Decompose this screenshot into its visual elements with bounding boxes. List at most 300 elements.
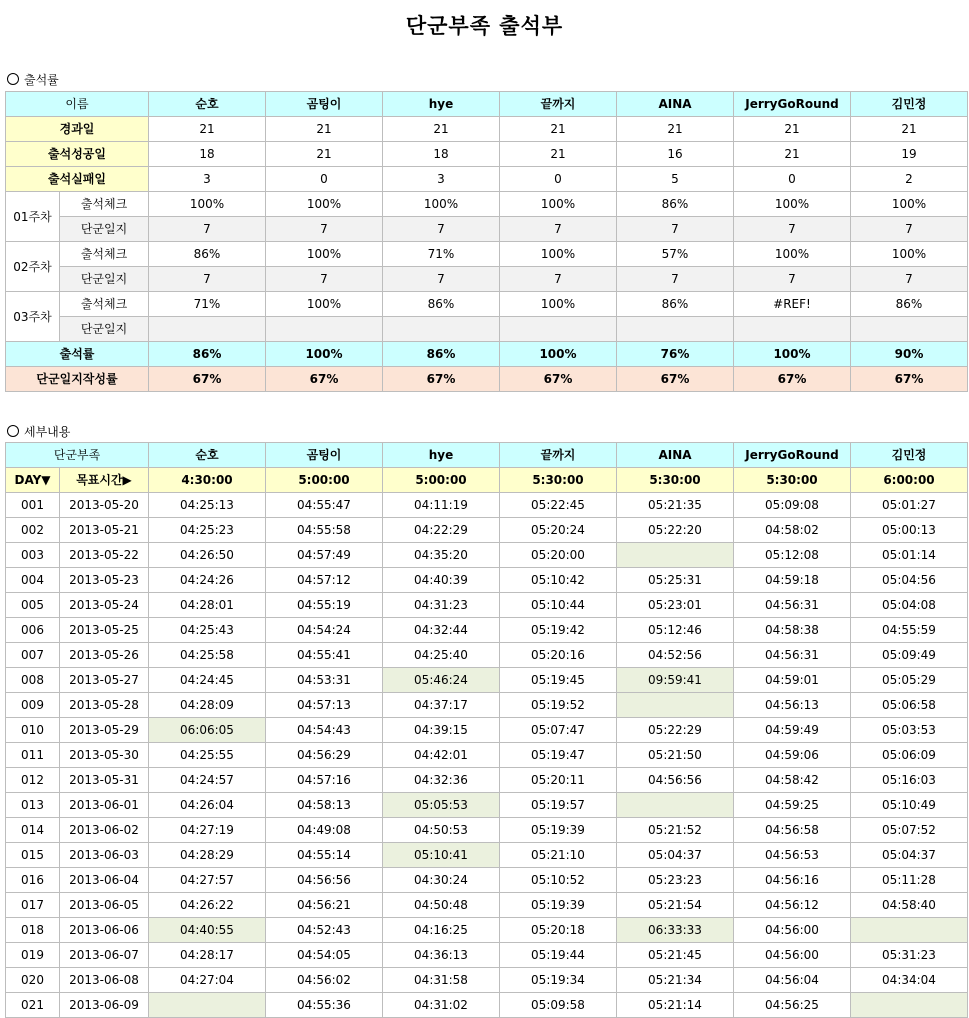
check-value: 71% <box>149 292 266 317</box>
date: 2013-05-21 <box>60 518 149 543</box>
attendance-time: 04:16:25 <box>383 918 500 943</box>
table-row <box>6 843 968 868</box>
diary-value: 7 <box>617 217 734 242</box>
date: 2013-05-28 <box>60 693 149 718</box>
rate-value: 86% <box>149 342 266 367</box>
table-row <box>6 993 968 1018</box>
success-value: 21 <box>500 142 617 167</box>
attendance-time: 04:58:02 <box>734 518 851 543</box>
attendance-time: 05:06:09 <box>851 743 968 768</box>
attendance-time: 04:50:48 <box>383 893 500 918</box>
table-row <box>6 693 968 718</box>
attendance-time <box>617 793 734 818</box>
check-value: 100% <box>266 192 383 217</box>
attendance-time: 04:55:47 <box>266 493 383 518</box>
attendance-time: 05:21:45 <box>617 943 734 968</box>
check-value: 100% <box>266 292 383 317</box>
diary-value <box>500 317 617 342</box>
attendance-time: 04:59:06 <box>734 743 851 768</box>
fail-row <box>6 167 968 192</box>
table-row <box>6 668 968 693</box>
date: 2013-06-04 <box>60 868 149 893</box>
elapsed-value: 21 <box>149 117 266 142</box>
date: 2013-05-27 <box>60 668 149 693</box>
week-label: 01주차 <box>6 192 60 242</box>
write_rate-value: 67% <box>617 367 734 392</box>
day-number: 014 <box>6 818 60 843</box>
date: 2013-05-22 <box>60 543 149 568</box>
member-header: 끝까지 <box>500 443 617 468</box>
attendance-time: 04:54:24 <box>266 618 383 643</box>
week-label: 03주차 <box>6 292 60 342</box>
elapsed-value: 21 <box>734 117 851 142</box>
detail-header-row <box>6 443 968 468</box>
attendance-time: 04:58:40 <box>851 893 968 918</box>
rate-value: 100% <box>734 342 851 367</box>
attendance-time: 04:56:31 <box>734 593 851 618</box>
attendance-time: 05:10:49 <box>851 793 968 818</box>
attendance-time: 04:56:00 <box>734 918 851 943</box>
success-value: 18 <box>149 142 266 167</box>
table-row <box>6 643 968 668</box>
diary-value: 7 <box>734 217 851 242</box>
target-time: 4:30:00 <box>149 468 266 493</box>
fail-value: 3 <box>383 167 500 192</box>
attendance-time: 04:59:49 <box>734 718 851 743</box>
attendance-time: 05:09:08 <box>734 493 851 518</box>
day-number: 001 <box>6 493 60 518</box>
attendance-time: 05:20:24 <box>500 518 617 543</box>
attendance-time: 04:59:25 <box>734 793 851 818</box>
target-time: 5:30:00 <box>617 468 734 493</box>
check-value: 100% <box>149 192 266 217</box>
write_rate-value: 67% <box>383 367 500 392</box>
table-row <box>6 768 968 793</box>
attendance-time: 04:37:17 <box>383 693 500 718</box>
attendance-time: 06:33:33 <box>617 918 734 943</box>
target-time: 5:00:00 <box>266 468 383 493</box>
diary-value <box>851 317 968 342</box>
attendance-time: 05:19:47 <box>500 743 617 768</box>
day-number: 015 <box>6 843 60 868</box>
diary-label: 단군일지 <box>60 317 149 342</box>
table-row <box>6 493 968 518</box>
member-header: JerryGoRound <box>734 443 851 468</box>
write_rate-value: 67% <box>500 367 617 392</box>
check-value: 100% <box>734 242 851 267</box>
rate-row <box>6 342 968 367</box>
week-check-row <box>6 242 968 267</box>
member-header: hye <box>383 92 500 117</box>
date: 2013-05-20 <box>60 493 149 518</box>
attendance-time: 04:58:38 <box>734 618 851 643</box>
attendance-time: 05:22:20 <box>617 518 734 543</box>
attendance-time: 04:52:56 <box>617 643 734 668</box>
check-value: 100% <box>851 192 968 217</box>
attendance-time: 04:56:25 <box>734 993 851 1018</box>
attendance-time: 09:59:41 <box>617 668 734 693</box>
detail-section-title <box>7 423 70 440</box>
table-row <box>6 943 968 968</box>
attendance-time: 04:25:55 <box>149 743 266 768</box>
date: 2013-06-07 <box>60 943 149 968</box>
summary-table <box>5 91 968 392</box>
write_rate-label: 단군일지작성률 <box>6 367 149 392</box>
table-row <box>6 743 968 768</box>
date: 2013-05-26 <box>60 643 149 668</box>
check-label: 출석체크 <box>60 242 149 267</box>
diary-value: 7 <box>734 267 851 292</box>
day-number: 011 <box>6 743 60 768</box>
attendance-time: 06:06:05 <box>149 718 266 743</box>
success-value: 21 <box>266 142 383 167</box>
attendance-time: 04:30:24 <box>383 868 500 893</box>
member-header: 순호 <box>149 92 266 117</box>
attendance-time: 05:19:44 <box>500 943 617 968</box>
attendance-time: 04:26:50 <box>149 543 266 568</box>
write_rate-row <box>6 367 968 392</box>
attendance-time: 04:57:49 <box>266 543 383 568</box>
day-number: 004 <box>6 568 60 593</box>
attendance-time: 04:34:04 <box>851 968 968 993</box>
attendance-time: 05:10:44 <box>500 593 617 618</box>
target-time: 6:00:00 <box>851 468 968 493</box>
day-number: 010 <box>6 718 60 743</box>
attendance-time: 04:26:04 <box>149 793 266 818</box>
date: 2013-06-09 <box>60 993 149 1018</box>
attendance-time: 04:56:12 <box>734 893 851 918</box>
check-value: 86% <box>383 292 500 317</box>
member-header: JerryGoRound <box>734 92 851 117</box>
day-number: 007 <box>6 643 60 668</box>
elapsed-value: 21 <box>500 117 617 142</box>
attendance-time: 04:28:29 <box>149 843 266 868</box>
attendance-time: 04:27:19 <box>149 818 266 843</box>
summary-section-title <box>7 71 59 88</box>
attendance-time: 05:21:50 <box>617 743 734 768</box>
check-value: #REF! <box>734 292 851 317</box>
week-diary-row <box>6 317 968 342</box>
diary-value: 7 <box>149 217 266 242</box>
name-header: 이름 <box>6 92 149 117</box>
attendance-time: 05:20:16 <box>500 643 617 668</box>
attendance-time: 04:40:55 <box>149 918 266 943</box>
attendance-time: 04:56:53 <box>734 843 851 868</box>
diary-value <box>383 317 500 342</box>
diary-value: 7 <box>149 267 266 292</box>
attendance-time: 05:01:14 <box>851 543 968 568</box>
attendance-time: 04:31:58 <box>383 968 500 993</box>
attendance-time: 05:21:14 <box>617 993 734 1018</box>
attendance-time: 04:56:58 <box>734 818 851 843</box>
day-number: 013 <box>6 793 60 818</box>
attendance-time: 04:56:31 <box>734 643 851 668</box>
elapsed-value: 21 <box>383 117 500 142</box>
attendance-time: 04:24:57 <box>149 768 266 793</box>
attendance-time <box>617 693 734 718</box>
attendance-time: 05:19:45 <box>500 668 617 693</box>
attendance-time: 04:28:01 <box>149 593 266 618</box>
date: 2013-06-01 <box>60 793 149 818</box>
fail-value: 2 <box>851 167 968 192</box>
attendance-time: 05:19:42 <box>500 618 617 643</box>
check-value: 100% <box>851 242 968 267</box>
diary-value: 7 <box>500 267 617 292</box>
date: 2013-05-24 <box>60 593 149 618</box>
attendance-time: 05:25:31 <box>617 568 734 593</box>
diary-value: 7 <box>383 217 500 242</box>
attendance-time: 04:56:16 <box>734 868 851 893</box>
diary-value: 7 <box>266 217 383 242</box>
day-number: 002 <box>6 518 60 543</box>
check-value: 57% <box>617 242 734 267</box>
diary-value: 7 <box>266 267 383 292</box>
member-header: 곰팅이 <box>266 443 383 468</box>
week-check-row <box>6 192 968 217</box>
elapsed-value: 21 <box>266 117 383 142</box>
table-row <box>6 818 968 843</box>
rate-value: 86% <box>383 342 500 367</box>
write_rate-value: 67% <box>266 367 383 392</box>
day-header: DAY▼ <box>6 468 60 493</box>
attendance-time: 04:39:15 <box>383 718 500 743</box>
attendance-time: 04:25:23 <box>149 518 266 543</box>
attendance-time: 04:58:42 <box>734 768 851 793</box>
attendance-time: 05:20:18 <box>500 918 617 943</box>
member-header: 김민정 <box>851 443 968 468</box>
day-number: 018 <box>6 918 60 943</box>
attendance-time: 04:55:59 <box>851 618 968 643</box>
attendance-time: 04:56:02 <box>266 968 383 993</box>
target-time: 5:00:00 <box>383 468 500 493</box>
attendance-time: 04:55:36 <box>266 993 383 1018</box>
attendance-time: 04:55:41 <box>266 643 383 668</box>
check-value: 86% <box>851 292 968 317</box>
check-value: 86% <box>149 242 266 267</box>
attendance-time: 04:27:57 <box>149 868 266 893</box>
attendance-time: 04:28:17 <box>149 943 266 968</box>
target-time: 5:30:00 <box>734 468 851 493</box>
date: 2013-06-08 <box>60 968 149 993</box>
day-number: 017 <box>6 893 60 918</box>
fail-label: 출석실패일 <box>6 167 149 192</box>
diary-value <box>734 317 851 342</box>
target-time: 5:30:00 <box>500 468 617 493</box>
attendance-time: 04:40:39 <box>383 568 500 593</box>
attendance-time: 04:25:13 <box>149 493 266 518</box>
attendance-time: 05:23:01 <box>617 593 734 618</box>
detail-table <box>5 442 968 1018</box>
attendance-time: 05:10:41 <box>383 843 500 868</box>
attendance-time: 05:19:39 <box>500 893 617 918</box>
attendance-time: 04:32:36 <box>383 768 500 793</box>
date: 2013-06-03 <box>60 843 149 868</box>
attendance-time: 05:21:54 <box>617 893 734 918</box>
table-row <box>6 893 968 918</box>
attendance-time: 05:05:53 <box>383 793 500 818</box>
day-number: 005 <box>6 593 60 618</box>
date: 2013-05-31 <box>60 768 149 793</box>
diary-value: 7 <box>500 217 617 242</box>
attendance-time: 04:36:13 <box>383 943 500 968</box>
attendance-time: 05:00:13 <box>851 518 968 543</box>
attendance-time: 05:07:47 <box>500 718 617 743</box>
attendance-time: 04:28:09 <box>149 693 266 718</box>
attendance-time: 04:57:12 <box>266 568 383 593</box>
attendance-time: 05:19:57 <box>500 793 617 818</box>
date: 2013-05-29 <box>60 718 149 743</box>
attendance-time: 05:04:37 <box>851 843 968 868</box>
attendance-time: 04:57:16 <box>266 768 383 793</box>
attendance-time: 05:22:45 <box>500 493 617 518</box>
attendance-time: 04:56:00 <box>734 943 851 968</box>
fail-value: 3 <box>149 167 266 192</box>
success-label: 출석성공일 <box>6 142 149 167</box>
week-diary-row <box>6 217 968 242</box>
attendance-time <box>617 543 734 568</box>
attendance-time <box>851 993 968 1018</box>
table-row <box>6 618 968 643</box>
check-value: 100% <box>500 292 617 317</box>
member-header: 곰팅이 <box>266 92 383 117</box>
success-value: 16 <box>617 142 734 167</box>
check-value: 100% <box>500 192 617 217</box>
attendance-time: 05:10:52 <box>500 868 617 893</box>
attendance-time: 04:49:08 <box>266 818 383 843</box>
attendance-time: 04:55:14 <box>266 843 383 868</box>
day-number: 008 <box>6 668 60 693</box>
attendance-time: 05:19:39 <box>500 818 617 843</box>
member-header: 순호 <box>149 443 266 468</box>
fail-value: 0 <box>266 167 383 192</box>
attendance-time: 04:59:01 <box>734 668 851 693</box>
table-row <box>6 968 968 993</box>
rate-value: 100% <box>500 342 617 367</box>
write_rate-value: 67% <box>851 367 968 392</box>
attendance-time: 05:21:35 <box>617 493 734 518</box>
attendance-time: 05:04:56 <box>851 568 968 593</box>
attendance-time: 05:22:29 <box>617 718 734 743</box>
attendance-time: 04:58:13 <box>266 793 383 818</box>
success-value: 19 <box>851 142 968 167</box>
summary-header-row <box>6 92 968 117</box>
page-title: 단군부족 출석부 <box>405 14 564 38</box>
success-row <box>6 142 968 167</box>
week-diary-row <box>6 267 968 292</box>
write_rate-value: 67% <box>149 367 266 392</box>
attendance-time: 05:04:37 <box>617 843 734 868</box>
attendance-time: 04:56:56 <box>617 768 734 793</box>
rate-value: 76% <box>617 342 734 367</box>
attendance-time: 05:12:08 <box>734 543 851 568</box>
check-value: 86% <box>617 192 734 217</box>
date: 2013-06-06 <box>60 918 149 943</box>
diary-value: 7 <box>617 267 734 292</box>
attendance-time: 04:31:02 <box>383 993 500 1018</box>
attendance-time: 04:22:29 <box>383 518 500 543</box>
attendance-time: 04:42:01 <box>383 743 500 768</box>
attendance-time: 05:04:08 <box>851 593 968 618</box>
date: 2013-05-30 <box>60 743 149 768</box>
date: 2013-05-25 <box>60 618 149 643</box>
attendance-time: 04:35:20 <box>383 543 500 568</box>
success-value: 21 <box>734 142 851 167</box>
check-value: 100% <box>266 242 383 267</box>
summary-section-label: 출석률 <box>24 73 59 87</box>
rate-value: 90% <box>851 342 968 367</box>
check-value: 100% <box>383 192 500 217</box>
rate-value: 100% <box>266 342 383 367</box>
attendance-time: 04:24:26 <box>149 568 266 593</box>
attendance-time: 04:32:44 <box>383 618 500 643</box>
check-value: 86% <box>617 292 734 317</box>
detail-section-label: 세부내용 <box>24 425 71 439</box>
target-label: 목표시간▶ <box>60 468 149 493</box>
diary-value <box>149 317 266 342</box>
attendance-time: 04:27:04 <box>149 968 266 993</box>
elapsed-value: 21 <box>617 117 734 142</box>
attendance-time: 04:26:22 <box>149 893 266 918</box>
attendance-time: 04:52:43 <box>266 918 383 943</box>
attendance-time: 05:16:03 <box>851 768 968 793</box>
attendance-time: 05:06:58 <box>851 693 968 718</box>
attendance-time: 04:25:43 <box>149 618 266 643</box>
attendance-time: 05:21:10 <box>500 843 617 868</box>
attendance-time: 04:31:23 <box>383 593 500 618</box>
attendance-time: 05:09:49 <box>851 643 968 668</box>
check-value: 71% <box>383 242 500 267</box>
table-row <box>6 543 968 568</box>
circle-icon <box>7 425 19 437</box>
rate-label: 출석률 <box>6 342 149 367</box>
elapsed-label: 경과일 <box>6 117 149 142</box>
attendance-time: 04:25:40 <box>383 643 500 668</box>
member-header: AINA <box>617 92 734 117</box>
write_rate-value: 67% <box>734 367 851 392</box>
table-row <box>6 868 968 893</box>
fail-value: 0 <box>734 167 851 192</box>
day-number: 019 <box>6 943 60 968</box>
attendance-time: 05:46:24 <box>383 668 500 693</box>
diary-value: 7 <box>851 217 968 242</box>
member-header: 김민정 <box>851 92 968 117</box>
table-row <box>6 518 968 543</box>
attendance-time: 05:20:00 <box>500 543 617 568</box>
day-number: 009 <box>6 693 60 718</box>
attendance-time: 05:19:52 <box>500 693 617 718</box>
attendance-time: 05:09:58 <box>500 993 617 1018</box>
attendance-time <box>851 918 968 943</box>
attendance-time: 05:01:27 <box>851 493 968 518</box>
table-row <box>6 918 968 943</box>
attendance-time: 04:56:04 <box>734 968 851 993</box>
attendance-time: 04:57:13 <box>266 693 383 718</box>
attendance-time: 04:54:43 <box>266 718 383 743</box>
day-number: 003 <box>6 543 60 568</box>
diary-label: 단군일지 <box>60 217 149 242</box>
attendance-time: 04:55:19 <box>266 593 383 618</box>
check-label: 출석체크 <box>60 292 149 317</box>
tribe-header: 단군부족 <box>6 443 149 468</box>
date: 2013-06-05 <box>60 893 149 918</box>
attendance-time: 04:56:56 <box>266 868 383 893</box>
diary-label: 단군일지 <box>60 267 149 292</box>
day-number: 006 <box>6 618 60 643</box>
attendance-time <box>149 993 266 1018</box>
day-number: 021 <box>6 993 60 1018</box>
attendance-time: 04:56:29 <box>266 743 383 768</box>
diary-value <box>266 317 383 342</box>
